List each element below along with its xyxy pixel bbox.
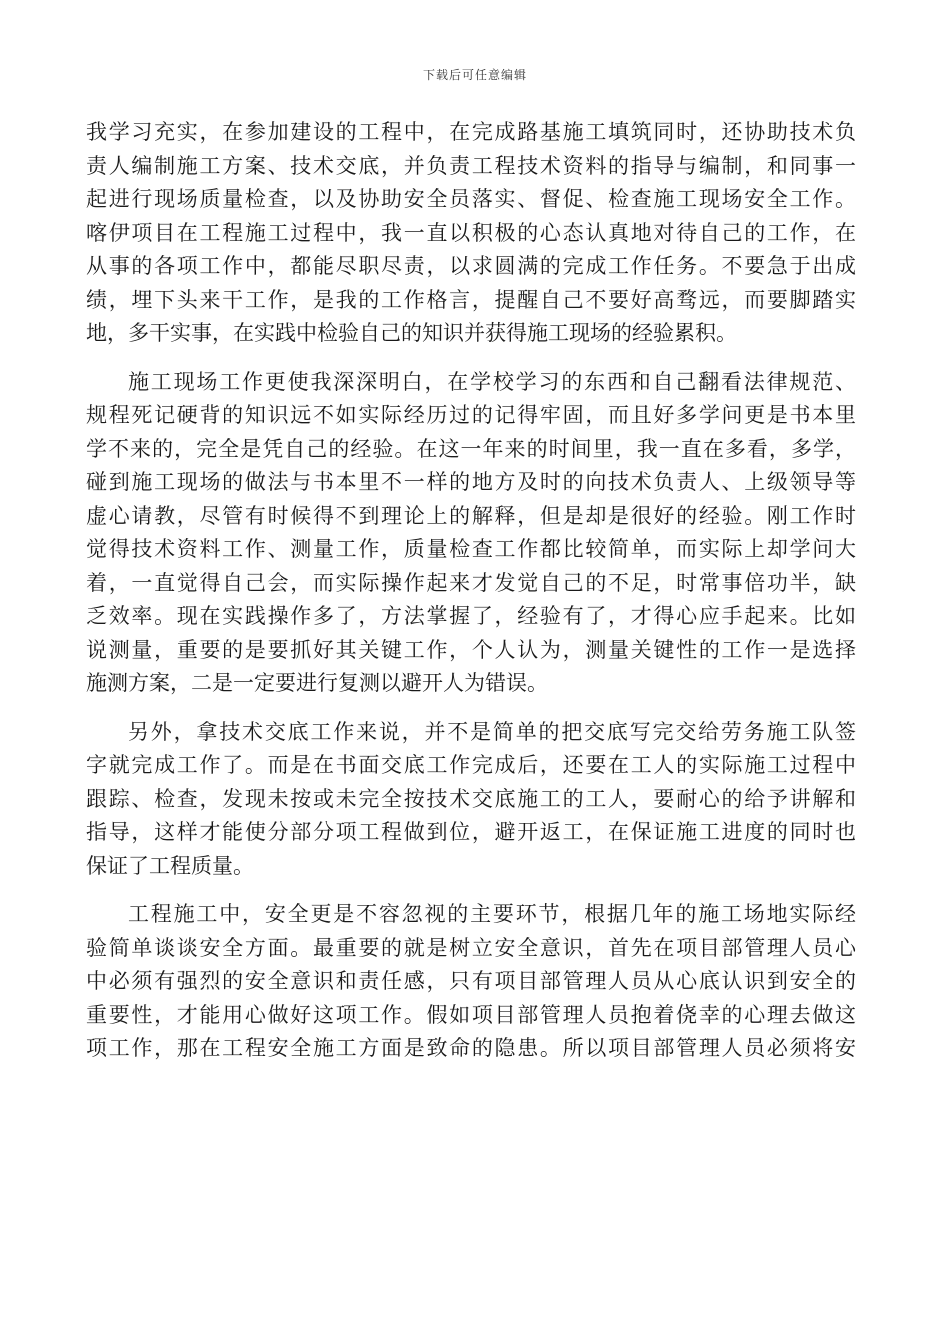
text-line: 规程死记硬背的知识远不如实际经历过的记得牢固，而且好多学问更是书本里	[86, 403, 856, 427]
text-line: 地，多干实事，在实践中检验自己的知识并获得施工现场的经验累积。	[86, 321, 737, 345]
text-line: 觉得技术资料工作、测量工作，质量检查工作都比较简单，而实际上却学问大	[86, 537, 856, 561]
text-line: 责人编制施工方案、技术交底，并负责工程技术资料的指导与编制，和同事一	[86, 153, 856, 178]
text-line: 从事的各项工作中，都能尽职尽责，以求圆满的完成工作任务。不要急于出成	[86, 254, 856, 278]
text-line: 跟踪、检查，发现未按或未完全按技术交底施工的工人，要耐心的给予讲解和	[86, 786, 856, 811]
page-header: 下载后可任意编辑	[422, 68, 527, 82]
text-line: 项工作，那在工程安全施工方面是致命的隐患。所以项目部管理人员必须将安	[86, 1036, 856, 1060]
text-line: 字就完成工作了。而是在书面交底工作完成后，还要在工人的实际施工过程中	[86, 753, 856, 777]
paragraph	[86, 716, 856, 884]
text-line: 学不来的，完全是凭自己的经验。在这一年来的时间里，我一直在多看，多学，	[86, 436, 856, 461]
text-line: 施测方案，二是一定要进行复测以避开人为错误。	[86, 671, 548, 695]
paragraph	[86, 898, 856, 1066]
text-line: 中必须有强烈的安全意识和责任感，只有项目部管理人员从心底认识到安全的	[86, 969, 856, 993]
text-line: 指导，这样才能使分部分项工程做到位，避开返工，在保证施工进度的同时也	[86, 820, 856, 844]
text-line: 验简单谈谈安全方面。最重要的就是树立安全意识，首先在项目部管理人员心	[86, 935, 856, 960]
text-line: 虚心请教，尽管有时候得不到理论上的解释，但是却是很好的经验。刚工作时	[86, 503, 856, 528]
text-line: 施工现场工作更使我深深明白，在学校学习的东西和自己翻看法律规范、	[128, 369, 856, 394]
text-line: 乏效率。现在实践操作多了，方法掌握了，经验有了，才得心应手起来。比如	[86, 604, 856, 628]
text-line: 绩，埋下头来干工作，是我的工作格言，提醒自己不要好高骛远，而要脚踏实	[86, 287, 856, 312]
text-line: 重要性，才能用心做好这项工作。假如项目部管理人员抱着侥幸的心理去做这	[86, 1002, 856, 1027]
text-line: 我学习充实，在参加建设的工程中，在完成路基施工填筑同时，还协助技术负	[86, 120, 856, 144]
text-line: 另外，拿技术交底工作来说，并不是简单的把交底写完交给劳务施工队签	[128, 719, 856, 744]
text-line: 着，一直觉得自己会，而实际操作起来才发觉自己的不足，时常事倍功半，缺	[86, 570, 856, 595]
text-line: 喀伊项目在工程施工过程中，我一直以积极的心态认真地对待自己的工作，在	[86, 220, 856, 245]
text-line: 保证了工程质量。	[86, 853, 254, 878]
document-body	[86, 116, 856, 1081]
text-line: 说测量，重要的是要抓好其关键工作，个人认为，测量关键性的工作一是选择	[86, 637, 856, 662]
paragraph	[86, 366, 856, 701]
text-line: 工程施工中，安全更是不容忽视的主要环节，根据几年的施工场地实际经	[128, 902, 856, 926]
text-line: 碰到施工现场的做法与书本里不一样的地方及时的向技术负责人、上级领导等	[86, 470, 856, 494]
paragraph	[86, 116, 856, 351]
text-line: 起进行现场质量检查，以及协助安全员落实、督促、检查施工现场安全工作。	[86, 187, 856, 211]
